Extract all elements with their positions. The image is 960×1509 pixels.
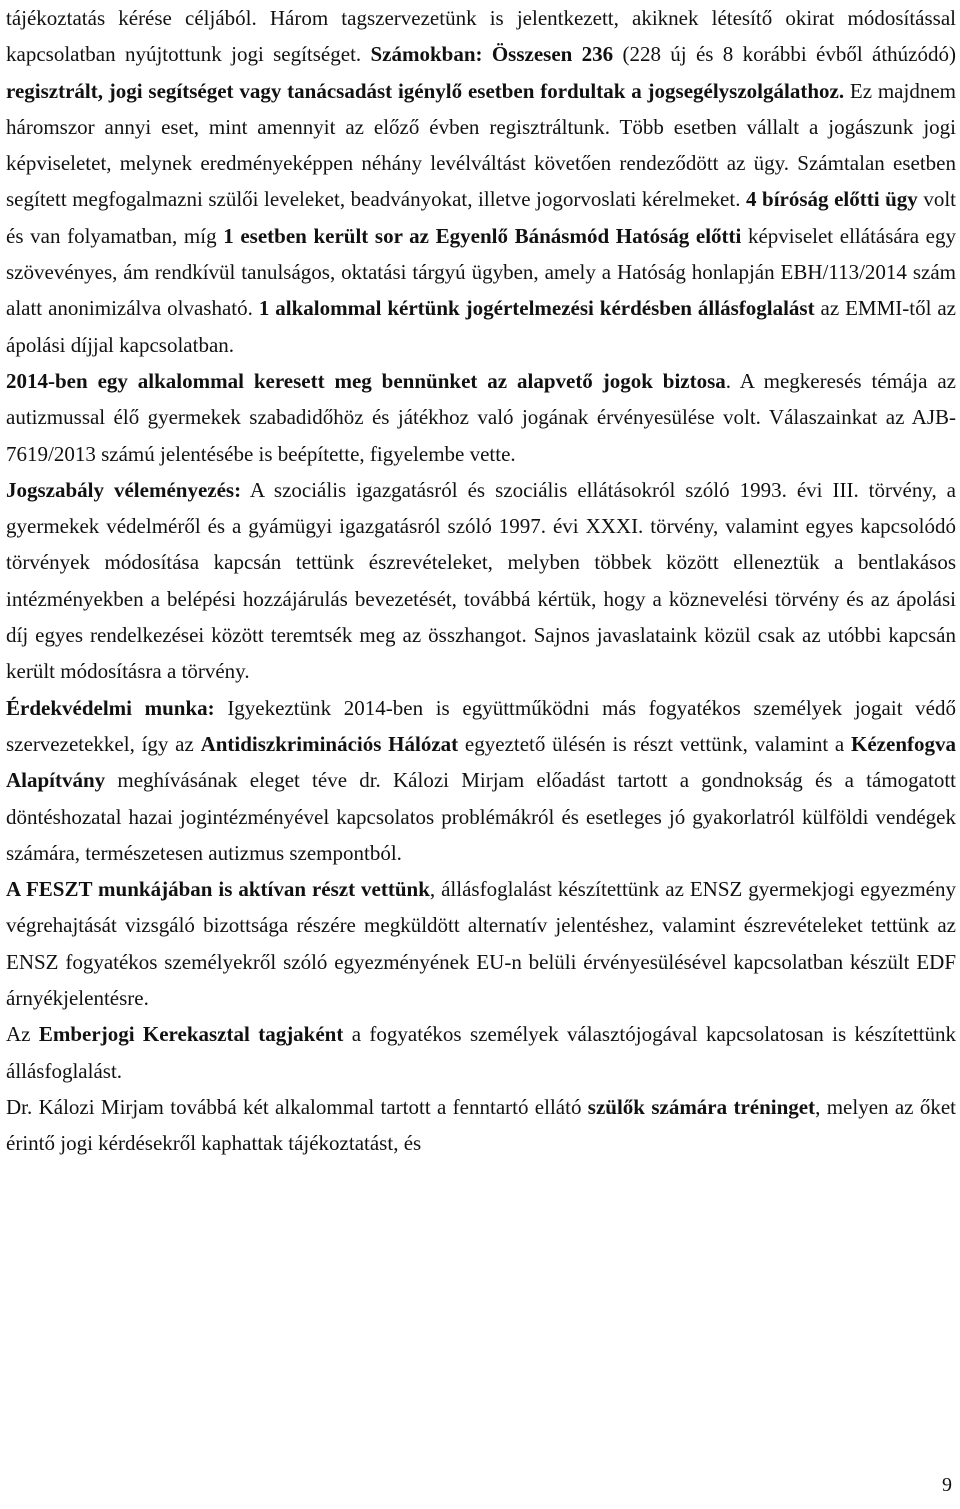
- body-text: Ez majdnem háromszor annyi eset, mint amennyit az előző évben regisztráltunk. Több esetben vállalt a jogászunk jogi képviseletet, melynek eredményeképpen néhány levélváltást követően rendeződött az ügy. Számtalan esetben segített megfogalmazni szülői leveleket, beadványokat, illetve jogorvoslati kérelmeket.: [6, 78, 956, 212]
- body-text: Igyekeztünk 2014-ben is együttműködni más fogyatékos személyek jogait védő szervezetekkel, így az: [6, 695, 957, 756]
- paragraph-5: [6, 871, 956, 1016]
- bold-text: Emberjogi Kerekasztal tagjaként: [38, 1022, 344, 1047]
- paragraph-2: [6, 363, 956, 472]
- paragraph-1: [6, 0, 956, 363]
- page-number: 9: [942, 1474, 952, 1496]
- bold-text: Érdekvédelmi munka:: [6, 695, 215, 720]
- body-text: a fogyatékos személyek választójogával kapcsolatosan is készítettünk állásfoglalást.: [6, 1022, 956, 1083]
- bold-text: 4 bíróság előtti ügy: [746, 187, 918, 212]
- body-text: Dr. Kálozi Mirjam továbbá két alkalommal tartott a fenntartó ellátó: [6, 1094, 588, 1119]
- body-text: Az: [6, 1022, 39, 1047]
- body-text: . A megkeresés témája az autizmussal élő gyermekek szabadidőhöz és játékhoz való jogának érvényesülése volt. Válaszainkat az AJB-7619/2013 számú jelentésébe is beépítette, figyelembe vette.: [6, 368, 956, 466]
- body-text: , melyen az őket érintő jogi kérdésekről kaphattak tájékoztatást, és: [6, 1094, 957, 1156]
- body-text: volt és van folyamatban, míg: [6, 187, 957, 248]
- bold-text: regisztrált, jogi segítséget vagy tanácsadást igénylő esetben fordultak a jogsegélyszolgálathoz.: [6, 78, 845, 103]
- bold-text: Kézenfogva Alapítvány: [6, 731, 956, 793]
- paragraph-7: [6, 1089, 956, 1162]
- body-text: meghívásának eleget téve dr. Kálozi Mirjam előadást tartott a gondnokság és a támogatott döntéshozatal hazai jogintézményével kapcsolatos problémákról és esetleges jó gyakorlatról külföldi vendégek számára, természetesen autizmus szempontból.: [6, 768, 956, 865]
- bold-text: A FESZT munkájában is aktívan részt vettünk: [6, 877, 430, 902]
- body-text: A szociális igazgatásról és szociális ellátásokról szóló 1993. évi III. törvény, a gyermekek védelméről és a gyámügyi igazgatásról szóló 1997. évi XXXI. törvény, valamint egyes kapcsolódó törvények módosítása kapcsán tettünk észrevételeket, melyben többek között elleneztük a bentlakásos intézményekben a belépési hozzájárulás bevezetését, továbbá kértük, hogy a köznevelési törvény és az ápolási díj egyes rendelkezései között teremtsék meg az összhangot. Sajnos javaslataink közül csak az utóbbi kapcsán került módosításra a törvény.: [6, 477, 957, 684]
- paragraph-6: [6, 1016, 956, 1089]
- paragraph-3: [6, 472, 956, 690]
- body-text: (228 új és 8 korábbi évből áthúzódó): [613, 42, 956, 67]
- bold-text: 2014-ben egy alkalommal keresett meg bennünket az alapvető jogok biztosa: [6, 368, 726, 393]
- body-text: tájékoztatás kérése céljából. Három tagszervezetünk is jelentkezett, akiknek létesítő okirat módosítással kapcsolatban nyújtottunk jogi segítséget.: [6, 6, 956, 67]
- body-text: egyeztető ülésén is részt vettünk, valamint a: [458, 731, 852, 756]
- bold-text: Jogszabály véleményezés:: [6, 477, 242, 502]
- document-page: [6, 0, 956, 1162]
- bold-text: 1 esetben került sor az Egyenlő Bánásmód Hatóság előtti: [223, 223, 742, 248]
- paragraph-4: [6, 690, 956, 871]
- body-text: , állásfoglalást készítettünk az ENSZ gyermekjogi egyezmény végrehajtását vizsgáló bizottsága részére megküldött alternatív jelentéshez, valamint észrevételeket tettünk az ENSZ fogyatékos személyekről szóló egyezményének EU-n belüli érvényesülésével kapcsolatban készült EDF árnyékjelentésre.: [6, 877, 956, 1011]
- bold-text: szülők számára tréninget: [587, 1094, 816, 1119]
- bold-text: Antidiszkriminációs Hálózat: [200, 731, 459, 756]
- body-text: képviselet ellátására egy szövevényes, ám rendkívül tanulságos, oktatási tárgyú ügyben, amely a Hatóság honlapján EBH/113/2014 szám alatt anonimizálva olvasható.: [6, 223, 956, 321]
- bold-text: Számokban: Összesen 236: [370, 42, 614, 67]
- bold-text: 1 alkalommal kértünk jogértelmezési kérdésben állásfoglalást: [258, 296, 815, 321]
- body-text: az EMMI-től az ápolási díjjal kapcsolatban.: [6, 296, 957, 357]
